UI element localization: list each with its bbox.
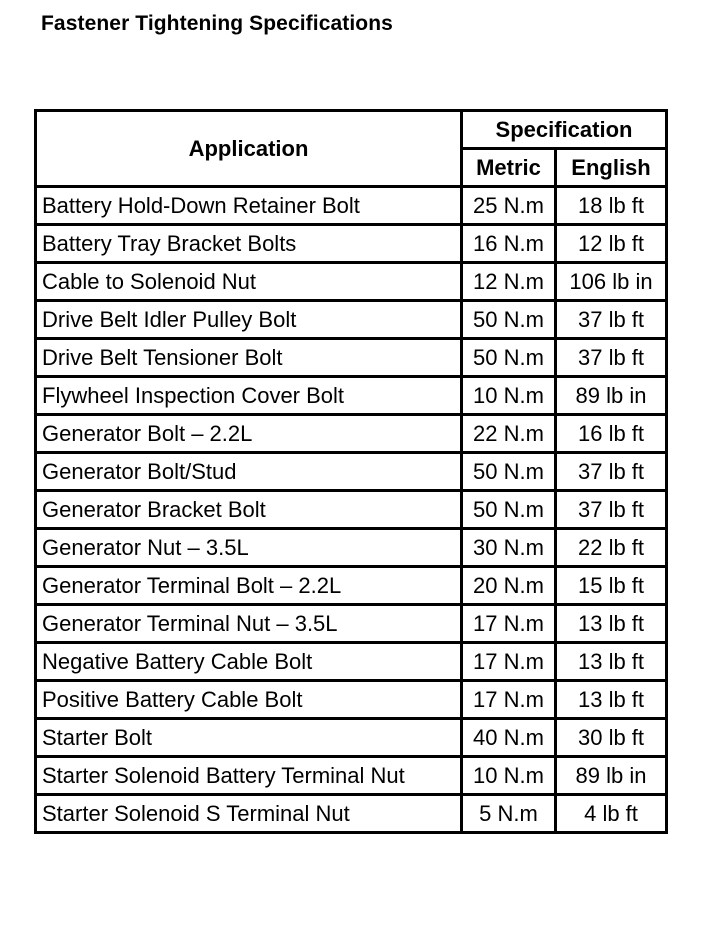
english-cell: 30 lb ft (556, 719, 667, 757)
table-body (36, 187, 667, 833)
table-row (36, 453, 667, 491)
metric-cell: 10 N.m (462, 757, 556, 795)
english-cell: 12 lb ft (556, 225, 667, 263)
metric-cell: 50 N.m (462, 491, 556, 529)
english-cell: 37 lb ft (556, 339, 667, 377)
application-cell: Drive Belt Tensioner Bolt (36, 339, 462, 377)
table-row (36, 567, 667, 605)
english-cell: 22 lb ft (556, 529, 667, 567)
english-cell: 15 lb ft (556, 567, 667, 605)
metric-cell: 50 N.m (462, 301, 556, 339)
application-cell: Starter Bolt (36, 719, 462, 757)
metric-cell: 40 N.m (462, 719, 556, 757)
table-row (36, 681, 667, 719)
application-cell: Generator Nut – 3.5L (36, 529, 462, 567)
table-row (36, 757, 667, 795)
metric-cell: 10 N.m (462, 377, 556, 415)
application-cell: Negative Battery Cable Bolt (36, 643, 462, 681)
metric-cell: 30 N.m (462, 529, 556, 567)
table-row (36, 795, 667, 833)
metric-cell: 12 N.m (462, 263, 556, 301)
application-cell: Battery Hold-Down Retainer Bolt (36, 187, 462, 225)
table-row (36, 491, 667, 529)
english-cell: 13 lb ft (556, 605, 667, 643)
application-cell: Positive Battery Cable Bolt (36, 681, 462, 719)
table-row (36, 605, 667, 643)
application-cell: Flywheel Inspection Cover Bolt (36, 377, 462, 415)
metric-cell: 50 N.m (462, 339, 556, 377)
application-cell: Generator Bolt – 2.2L (36, 415, 462, 453)
metric-cell: 20 N.m (462, 567, 556, 605)
english-cell: 37 lb ft (556, 301, 667, 339)
table-row (36, 529, 667, 567)
table-row (36, 301, 667, 339)
metric-cell: 17 N.m (462, 643, 556, 681)
application-cell: Generator Terminal Bolt – 2.2L (36, 567, 462, 605)
metric-cell: 5 N.m (462, 795, 556, 833)
table-row (36, 719, 667, 757)
page-title: Fastener Tightening Specifications (41, 12, 393, 35)
english-cell: 4 lb ft (556, 795, 667, 833)
english-cell: 106 lb in (556, 263, 667, 301)
english-cell: 13 lb ft (556, 643, 667, 681)
header-application: Application (36, 111, 462, 187)
english-cell: 89 lb in (556, 757, 667, 795)
application-cell: Generator Bolt/Stud (36, 453, 462, 491)
english-cell: 37 lb ft (556, 491, 667, 529)
table-row (36, 187, 667, 225)
table-row (36, 225, 667, 263)
metric-cell: 22 N.m (462, 415, 556, 453)
table-row (36, 339, 667, 377)
metric-cell: 50 N.m (462, 453, 556, 491)
application-cell: Drive Belt Idler Pulley Bolt (36, 301, 462, 339)
english-cell: 37 lb ft (556, 453, 667, 491)
application-cell: Starter Solenoid S Terminal Nut (36, 795, 462, 833)
header-metric: Metric (462, 149, 556, 187)
table-row (36, 377, 667, 415)
application-cell: Battery Tray Bracket Bolts (36, 225, 462, 263)
table-header-row (36, 111, 667, 149)
english-cell: 13 lb ft (556, 681, 667, 719)
header-specification: Specification (462, 111, 667, 149)
application-cell: Cable to Solenoid Nut (36, 263, 462, 301)
table-row (36, 415, 667, 453)
english-cell: 89 lb in (556, 377, 667, 415)
application-cell: Starter Solenoid Battery Terminal Nut (36, 757, 462, 795)
metric-cell: 25 N.m (462, 187, 556, 225)
header-english: English (556, 149, 667, 187)
metric-cell: 17 N.m (462, 681, 556, 719)
fastener-spec-table (34, 109, 668, 834)
metric-cell: 17 N.m (462, 605, 556, 643)
application-cell: Generator Terminal Nut – 3.5L (36, 605, 462, 643)
metric-cell: 16 N.m (462, 225, 556, 263)
table-row (36, 263, 667, 301)
english-cell: 16 lb ft (556, 415, 667, 453)
english-cell: 18 lb ft (556, 187, 667, 225)
application-cell: Generator Bracket Bolt (36, 491, 462, 529)
table-row (36, 643, 667, 681)
